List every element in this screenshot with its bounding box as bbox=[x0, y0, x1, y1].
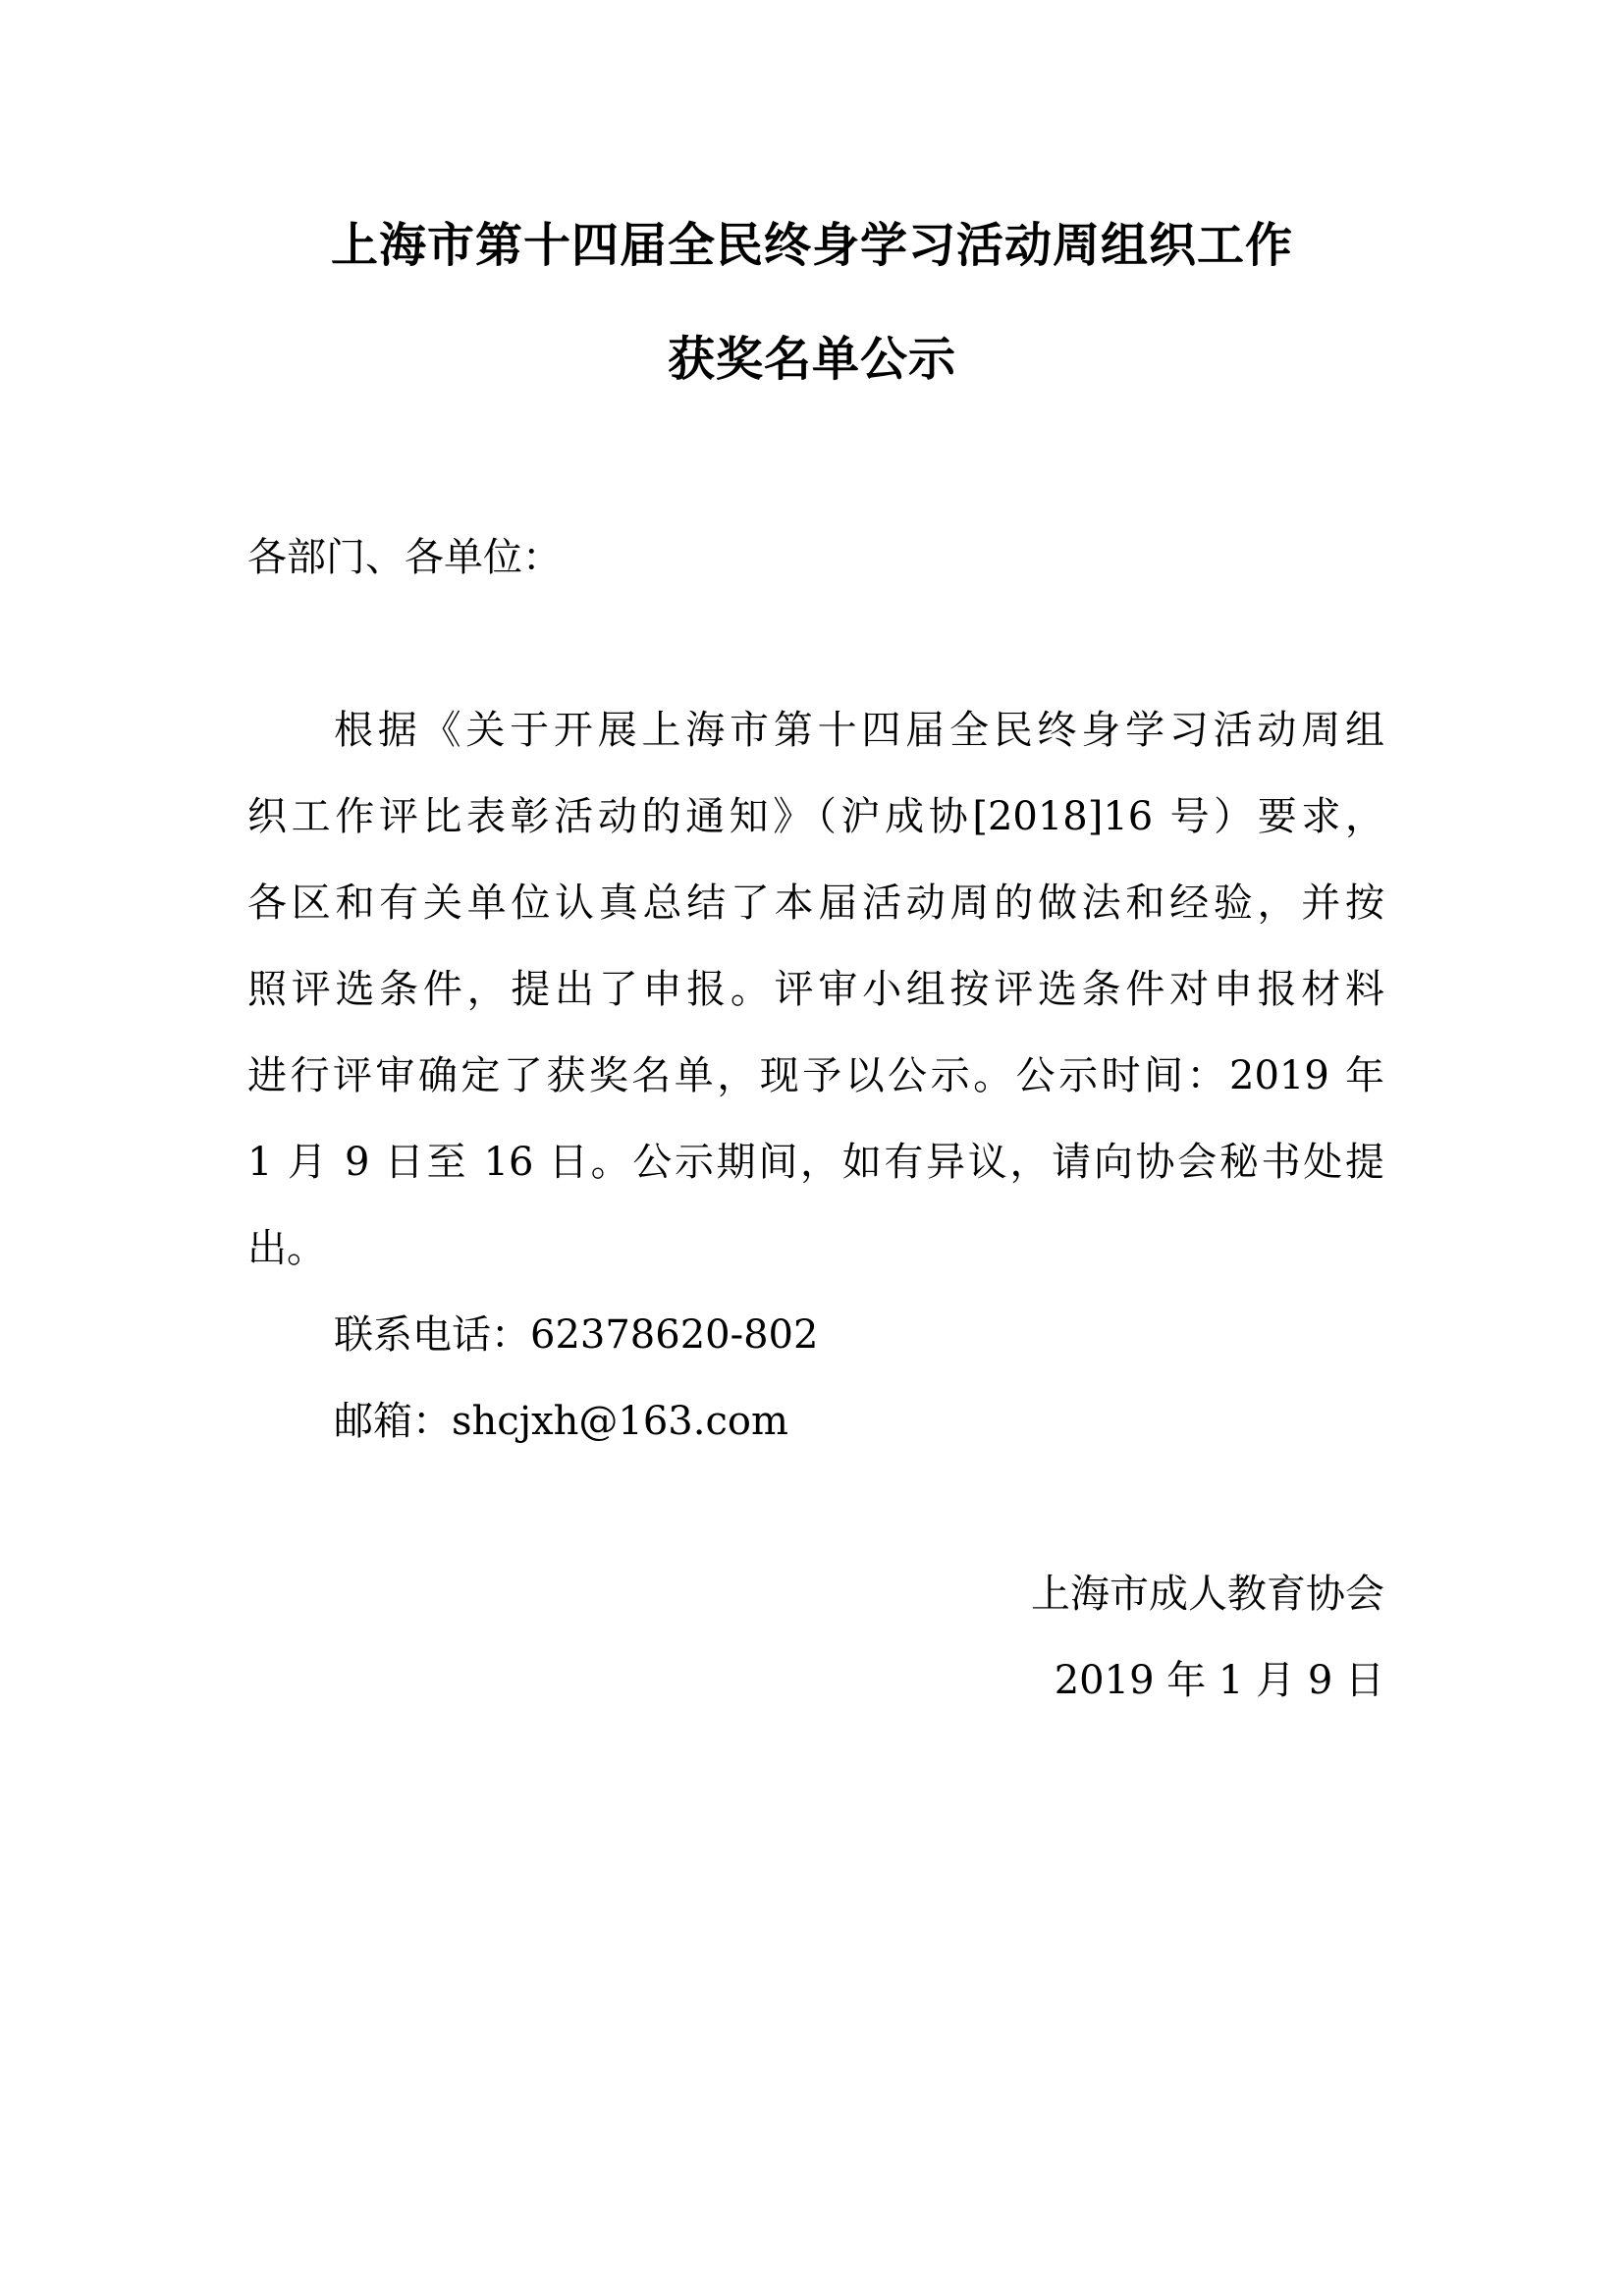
issuer-name: 上海市成人教育协会 bbox=[1031, 1572, 1384, 1617]
document-title-line-1: 上海市第十四届全民终身学习活动周组织工作 bbox=[330, 218, 1293, 273]
contact-email: 邮箱：shcjxh@163.com bbox=[334, 1399, 788, 1444]
body-line-1: 根据《关于开展上海市第十四届全民终身学习活动周组 bbox=[334, 708, 1384, 753]
body-line-6: 1 月 9 日至 16 日。公示期间，如有异议，请向协会秘书处提 bbox=[247, 1140, 1384, 1185]
body-line-5: 进行评审确定了获奖名单，现予以公示。公示时间：2019 年 bbox=[247, 1053, 1384, 1098]
salutation: 各部门、各单位： bbox=[247, 535, 562, 580]
document-title-line-2: 获奖名单公示 bbox=[667, 332, 956, 387]
body-line-4: 照评选条件，提出了申报。评审小组按评选条件对申报材料 bbox=[247, 967, 1384, 1012]
issue-date: 2019 年 1 月 9 日 bbox=[1054, 1658, 1384, 1703]
contact-phone: 联系电话：62378620-802 bbox=[334, 1312, 819, 1358]
body-line-3: 各区和有关单位认真总结了本届活动周的做法和经验，并按 bbox=[247, 881, 1384, 926]
body-line-7: 出。 bbox=[247, 1226, 326, 1271]
body-line-2: 织工作评比表彰活动的通知》（沪成协[2018]16 号）要求， bbox=[247, 794, 1384, 839]
